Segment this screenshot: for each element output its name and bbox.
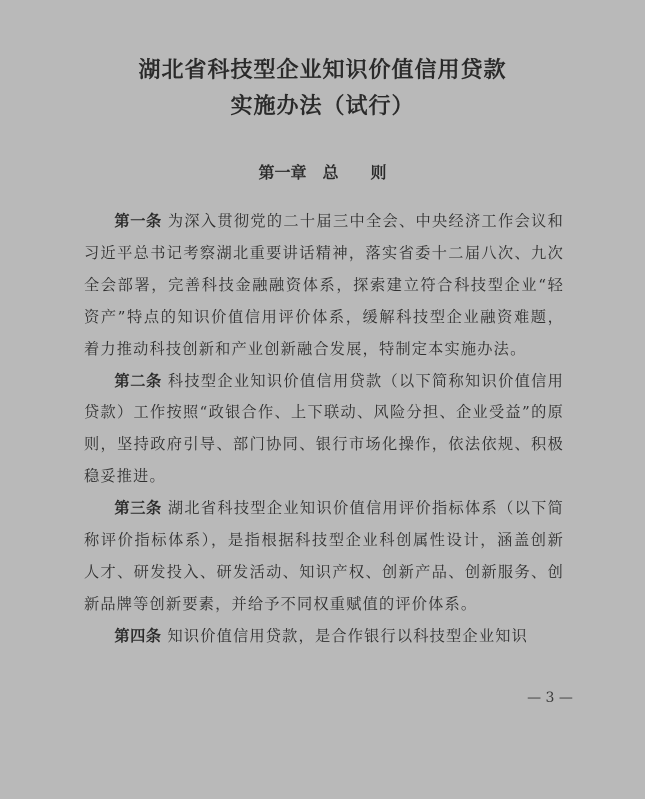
page-number: — 3 —	[527, 690, 573, 706]
article-label: 第三条	[114, 499, 162, 518]
document-title-line2: 实施办法（试行）	[230, 93, 415, 119]
article-paragraph	[84, 206, 564, 366]
article-label: 第四条	[114, 626, 162, 645]
article-paragraph	[84, 366, 564, 494]
document-title-line1: 湖北省科技型企业知识价值信用贷款	[138, 57, 507, 83]
article-text: 为深入贯彻党的二十届三中全会、中央经济工作会议和习近平总书记考察湖北重要讲话精神，落实省委十二届八次、九次全会部署，完善科技金融融资体系，探索建立符合科技型企业“轻资产”特点的知识价值信用评价体系，缓解科技型企业融资难题，着力推动科技创新和产业创新融合发展，特制定本实施办法。	[84, 212, 564, 358]
article-text: 科技型企业知识价值信用贷款（以下简称知识价值信用贷款）工作按照“政银合作、上下联动、风险分担、企业受益”的原则，坚持政府引导、部门协同、银行市场化操作，依法依规、积极稳妥推进。	[84, 371, 564, 486]
document-body	[84, 206, 564, 653]
article-paragraph	[84, 493, 564, 621]
chapter-heading: 第一章 总 则	[258, 163, 387, 182]
article-label: 第一条	[114, 212, 162, 230]
article-text: 知识价值信用贷款，是合作银行以科技型企业知识	[167, 626, 528, 645]
article-paragraph	[84, 621, 564, 653]
article-label: 第二条	[114, 371, 162, 390]
article-text: 湖北省科技型企业知识价值信用评价指标体系（以下简称评价指标体系），是指根据科技型企业科创属性设计，涵盖创新人才、研发投入、研发活动、知识产权、创新产品、创新服务、创新品牌等创新要素，并给予不同权重赋值的评价体系。	[84, 499, 564, 613]
